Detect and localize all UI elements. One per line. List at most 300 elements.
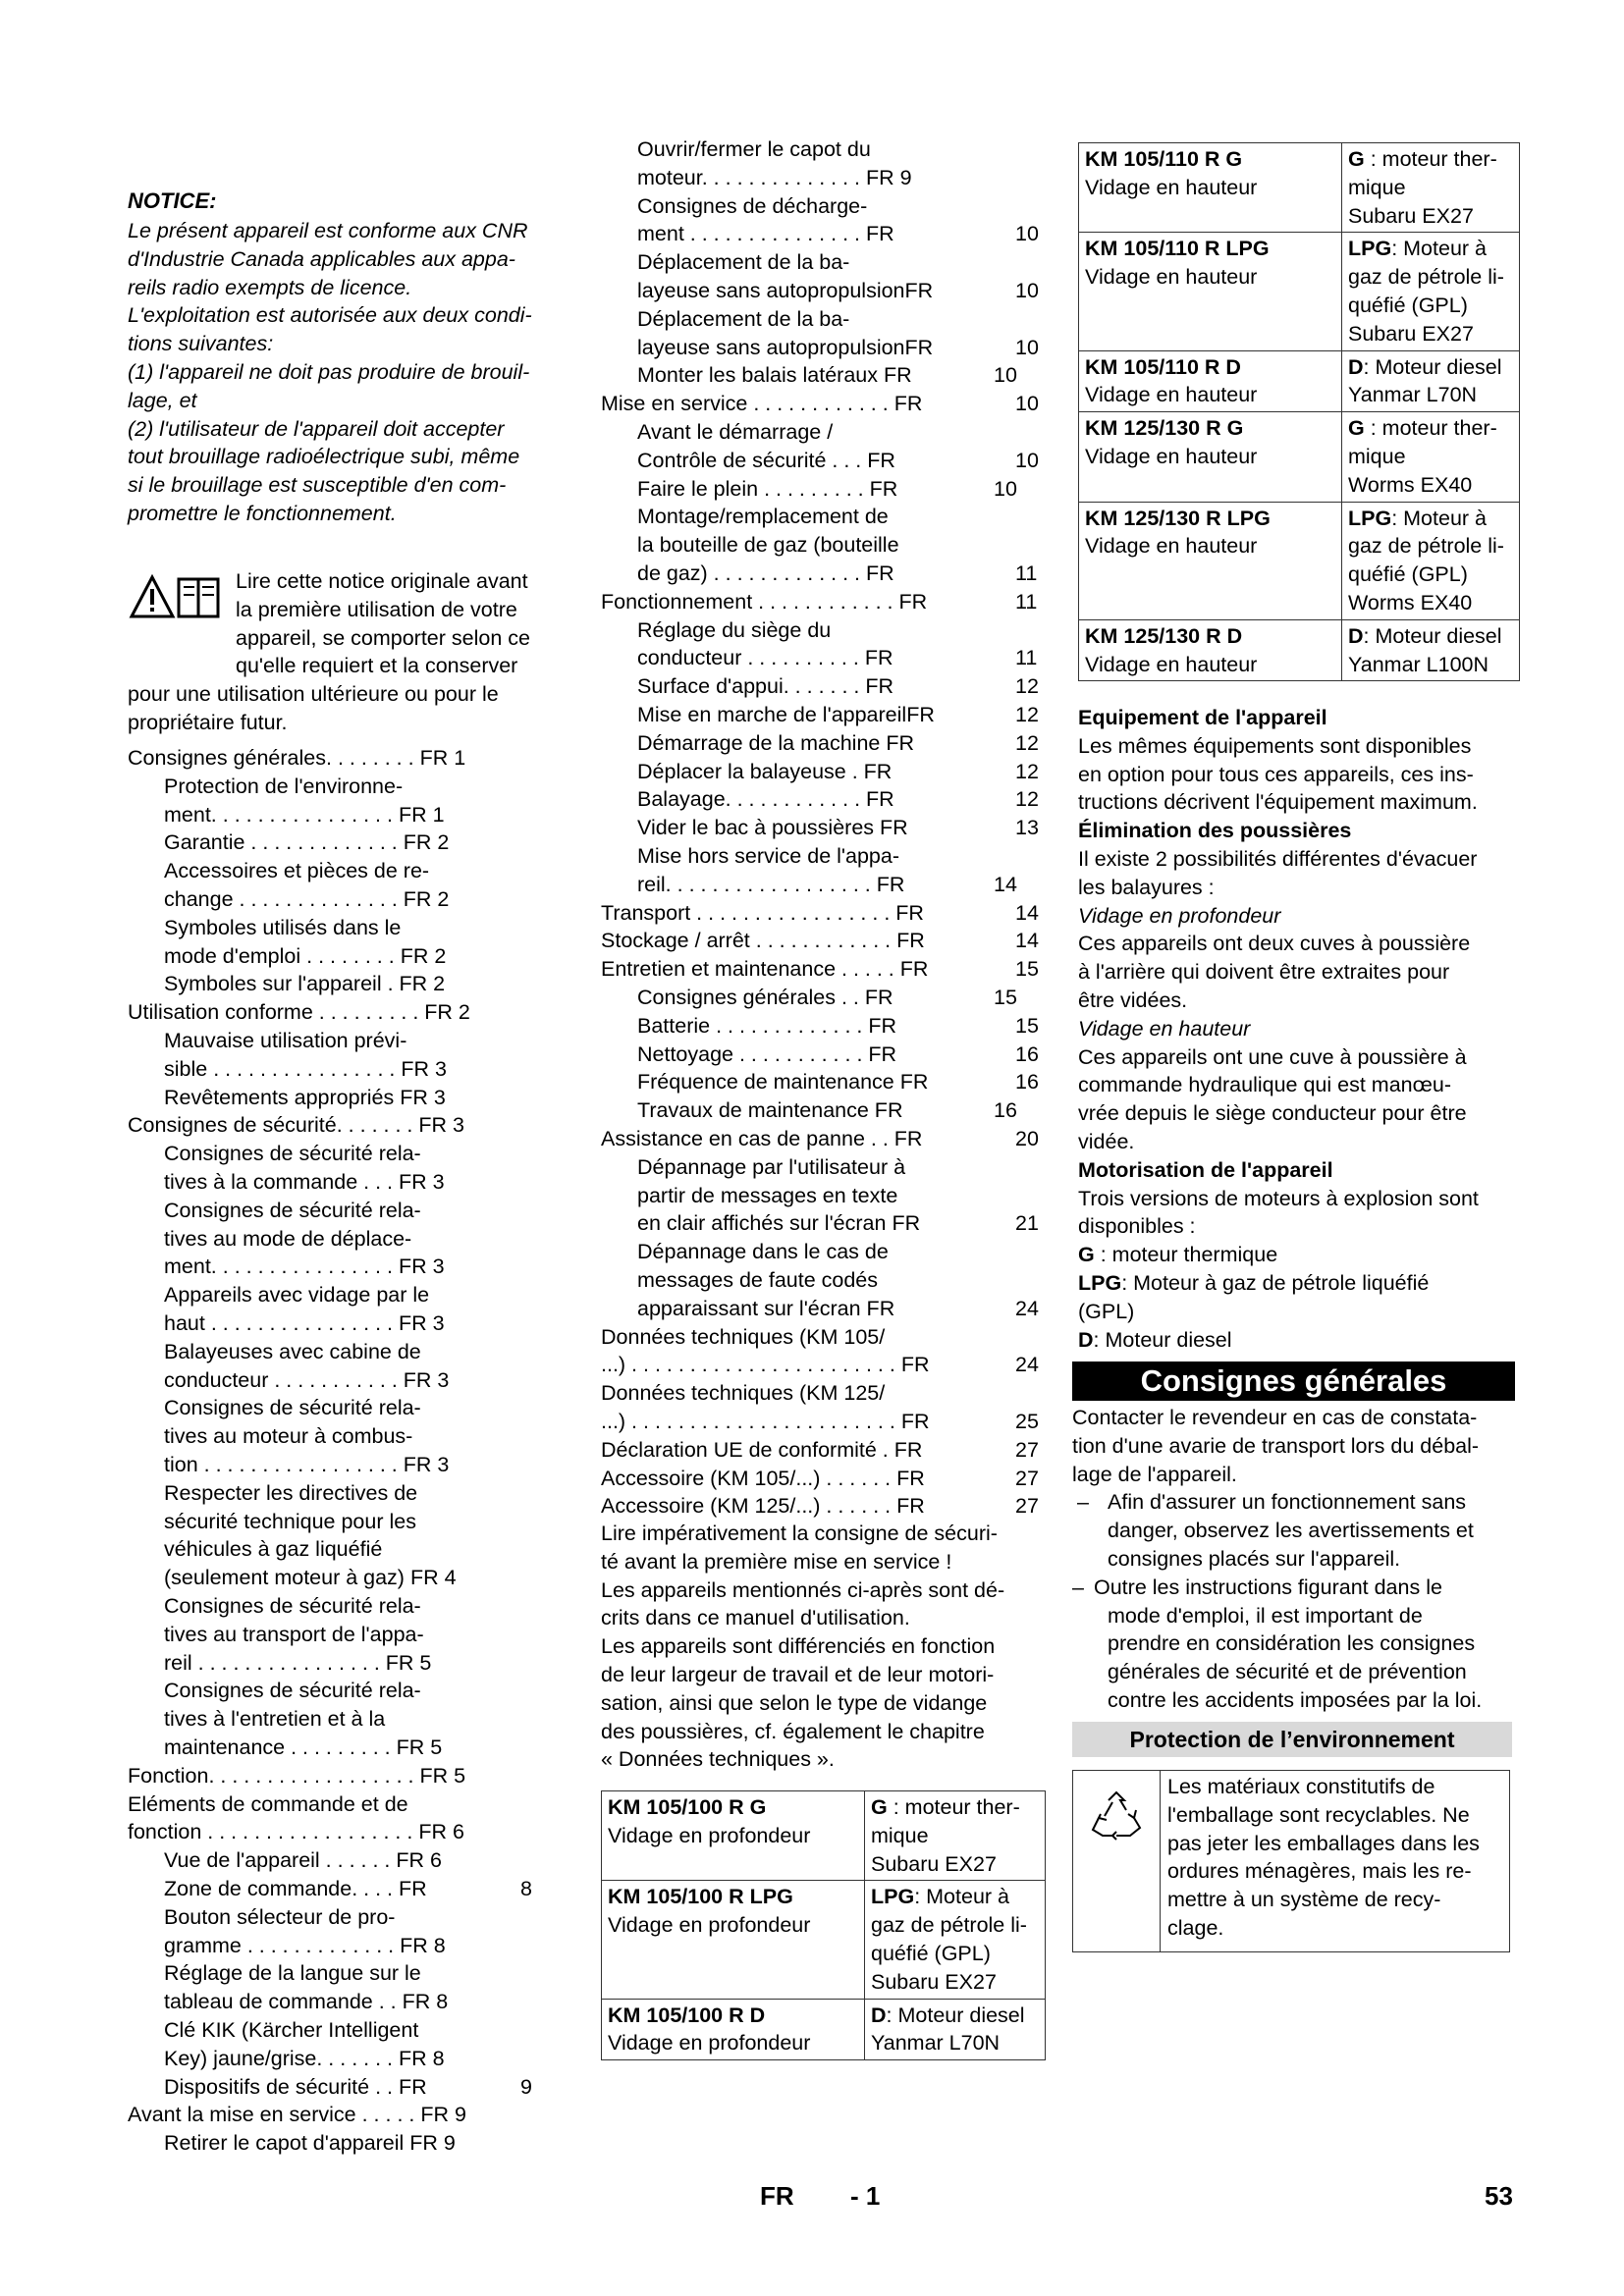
dust-line: Il existe 2 possibilités différentes d'évacuer bbox=[1078, 846, 1478, 871]
intro-line: des poussières, cf. également le chapitre bbox=[601, 1719, 985, 1743]
notice-line: L'exploitation est autorisée aux deux condi- bbox=[128, 303, 532, 328]
notice-line: (1) l'appareil ne doit pas produire de brouil- bbox=[128, 359, 530, 384]
model-emptying: Vidage en hauteur bbox=[1085, 383, 1258, 407]
toc-entry-text: sécurité technique pour les bbox=[164, 1509, 416, 1533]
intro-line: sation, ainsi que selon le type de vidange bbox=[601, 1690, 988, 1715]
engine-line: LPG: Moteur à bbox=[871, 1885, 1009, 1909]
toc-entry-text: layeuse sans autopropulsionFR bbox=[637, 279, 934, 302]
engine-line: gaz de pétrole li- bbox=[871, 1913, 1027, 1938]
toc-entry-text: Transport . . . . . . . . . . . . . . . . . FR bbox=[601, 900, 924, 925]
environment-text bbox=[1167, 1773, 1511, 1943]
toc-entry-text: ...) . . . . . . . . . . . . . . . . . . . . . . . FR bbox=[601, 1410, 930, 1433]
general-text bbox=[1072, 1404, 1534, 1715]
engine-line: G : moteur ther- bbox=[1348, 147, 1497, 171]
environment-line: mettre à un système de recy- bbox=[1167, 1888, 1441, 1912]
toc-entry-page: 15 bbox=[994, 986, 1017, 1009]
warning-line: pour une utilisation ultérieure ou pour le bbox=[128, 682, 499, 707]
model-emptying: Vidage en hauteur bbox=[1085, 175, 1258, 199]
toc-entry-text: apparaissant sur l'écran FR bbox=[637, 1296, 895, 1320]
engine-line: Worms EX40 bbox=[1348, 590, 1473, 614]
motor-lpg-line-2: (GPL) bbox=[1078, 1299, 1135, 1323]
toc-entry-text: Zone de commande. . . . FR bbox=[164, 1877, 427, 1900]
notice-line: si le brouillage est susceptible d'en com- bbox=[128, 473, 507, 498]
high-line: vidée. bbox=[1078, 1129, 1135, 1153]
toc-entry-text: Réglage du siège du bbox=[637, 617, 832, 642]
read-manual-warning bbox=[128, 567, 579, 737]
toc-entry-text: Dispositifs de sécurité . . FR bbox=[164, 2074, 427, 2099]
toc-entry-text: Key) jaune/grise. . . . . . . FR 8 bbox=[164, 2046, 445, 2070]
toc-entry-text: Consignes de sécurité rela- bbox=[164, 1198, 421, 1222]
bullet-line: prendre en considération les consignes bbox=[1108, 1631, 1476, 1656]
engine-code: LPG bbox=[1348, 506, 1392, 530]
toc-entry-text: Consignes de sécurité rela- bbox=[164, 1679, 421, 1703]
toc-entry-text: Nettoyage . . . . . . . . . . . FR bbox=[637, 1041, 897, 1066]
model-row bbox=[1079, 233, 1520, 350]
model-emptying: Vidage en hauteur bbox=[1085, 534, 1258, 559]
toc-entry-text: tives à l'entretien et à la bbox=[164, 1707, 386, 1732]
engine-cell bbox=[865, 1791, 1046, 1881]
general-line: lage de l'appareil. bbox=[1072, 1462, 1237, 1486]
toc-entry-page: 14 bbox=[994, 872, 1017, 896]
notice-line: reils radio exempts de licence. bbox=[128, 275, 412, 299]
toc-entry-text: Déclaration UE de conformité . FR bbox=[601, 1437, 923, 1462]
toc-entry-text: messages de faute codés bbox=[637, 1268, 879, 1292]
right-column-text bbox=[1078, 704, 1530, 1354]
dust-line: les balayures : bbox=[1078, 875, 1215, 899]
notice-line: tions suivantes: bbox=[128, 332, 274, 356]
toc-entry-text: Symboles utilisés dans le bbox=[164, 915, 402, 939]
motor-line: disponibles : bbox=[1078, 1214, 1196, 1239]
engine-code: D bbox=[1348, 354, 1364, 379]
toc-entry-page: 10 bbox=[1015, 222, 1039, 246]
model-row bbox=[1079, 350, 1520, 412]
toc-entry-text: Revêtements appropriés FR 3 bbox=[164, 1085, 446, 1109]
notice-line: d'Industrie Canada applicables aux appa- bbox=[128, 246, 515, 271]
motor-heading: Motorisation de l'appareil bbox=[1078, 1157, 1333, 1182]
intro-line: Les appareils sont différenciés en fonction bbox=[601, 1634, 996, 1659]
toc-entry-text: Vider le bac à poussières FR bbox=[637, 816, 908, 840]
toc-entry-page: 10 bbox=[1015, 392, 1039, 416]
toc-entry-text: Déplacement de la ba- bbox=[637, 306, 850, 331]
footer-page-number: 53 bbox=[1485, 2181, 1513, 2211]
toc-entry-page: 12 bbox=[1015, 703, 1039, 726]
toc-entry-page: 16 bbox=[1015, 1041, 1039, 1066]
toc-entry-text: de gaz) . . . . . . . . . . . . . FR bbox=[637, 561, 894, 585]
toc-entry-text: Dépannage dans le cas de bbox=[637, 1240, 889, 1264]
motor-g-line: G : moteur thermique bbox=[1078, 1243, 1278, 1267]
toc-entry-text: Consignes de sécurité rela- bbox=[164, 1142, 421, 1166]
intro-line: Lire impérativement la consigne de sécuri- bbox=[601, 1522, 998, 1545]
toc-entry-text: Mauvaise utilisation prévi- bbox=[164, 1029, 407, 1052]
environment-line: ordures ménagères, mais les re- bbox=[1167, 1859, 1472, 1884]
model-name: KM 105/100 R LPG bbox=[608, 1885, 793, 1909]
deep-line: à l'arrière qui doivent être extraites pour bbox=[1078, 960, 1450, 985]
model-row bbox=[602, 1881, 1046, 1999]
engine-line: Subaru EX27 bbox=[1348, 203, 1474, 228]
notice-line: Le présent appareil est conforme aux CNR bbox=[128, 219, 528, 242]
footer-lang: FR bbox=[760, 2181, 794, 2211]
toc-entry-page: 10 bbox=[994, 476, 1017, 501]
bullet-item bbox=[1072, 1488, 1534, 1573]
toc-entry-page: 11 bbox=[1015, 646, 1038, 670]
toc-entry-text: en clair affichés sur l'écran FR bbox=[637, 1211, 921, 1236]
toc-entry-text: tives au moteur à combus- bbox=[164, 1424, 413, 1449]
footer-page-label: - 1 bbox=[850, 2181, 881, 2211]
toc-entry-page: 20 bbox=[1015, 1127, 1039, 1150]
general-line: tion d'une avarie de transport lors du débal- bbox=[1072, 1433, 1480, 1458]
engine-line: Subaru EX27 bbox=[1348, 321, 1474, 346]
toc-entry-page: 12 bbox=[1015, 787, 1039, 812]
bullet-dash: – bbox=[1077, 1490, 1089, 1515]
toc-entry-text: Stockage / arrêt . . . . . . . . . . . . FR bbox=[601, 929, 925, 953]
toc-entry-page: 13 bbox=[1015, 816, 1039, 840]
motor-lpg-line: LPG: Moteur à gaz de pétrole liquéfié bbox=[1078, 1270, 1430, 1295]
notice-title: NOTICE: bbox=[128, 188, 217, 213]
intro-line: crits dans ce manuel d'utilisation. bbox=[601, 1606, 910, 1630]
toc-entry-text: sible . . . . . . . . . . . . . . . . FR 3 bbox=[164, 1056, 447, 1081]
toc-entry-page: 14 bbox=[1015, 900, 1039, 925]
toc-entry-text: tives au mode de déplace- bbox=[164, 1226, 412, 1251]
toc-entry-text: Balayeuses avec cabine de bbox=[164, 1339, 421, 1363]
toc-entry-text: Contrôle de sécurité . . . FR bbox=[637, 448, 895, 472]
toc-entry-page: 27 bbox=[1015, 1437, 1039, 1462]
toc-entry-text: Consignes de sécurité rela- bbox=[164, 1594, 421, 1618]
engine-line: LPG: Moteur à bbox=[1348, 237, 1487, 261]
engine-line: Yanmar L70N bbox=[1348, 383, 1478, 407]
model-emptying: Vidage en hauteur bbox=[1085, 444, 1258, 468]
recycle-icon bbox=[1087, 1789, 1146, 1847]
model-name: KM 105/110 R LPG bbox=[1085, 237, 1270, 261]
environment-box bbox=[1072, 1770, 1510, 1952]
toc-entry-text: Vue de l'appareil . . . . . . FR 6 bbox=[164, 1848, 442, 1873]
notice-line: lage, et bbox=[128, 388, 197, 412]
toc-entry-page: 11 bbox=[1015, 561, 1038, 585]
engine-cell bbox=[1342, 143, 1520, 233]
environment-line: pas jeter les emballages dans les bbox=[1167, 1831, 1480, 1855]
toc-entry-text: haut . . . . . . . . . . . . . . . . FR 3 bbox=[164, 1311, 445, 1335]
toc-entry-page: 12 bbox=[1015, 674, 1039, 699]
section-banner-general: Consignes générales bbox=[1072, 1362, 1515, 1401]
toc-entry-text: gramme . . . . . . . . . . . . . FR 8 bbox=[164, 1933, 446, 1957]
bullet-dash: – bbox=[1072, 1575, 1084, 1599]
model-emptying: Vidage en profondeur bbox=[608, 2031, 811, 2056]
equipment-line: Les mêmes équipements sont disponibles bbox=[1078, 733, 1472, 758]
toc-entry-text: Retirer le capot d'appareil FR 9 bbox=[164, 2131, 456, 2156]
intro-paragraph bbox=[601, 1520, 1053, 1774]
toc-entry-page: 8 bbox=[520, 1877, 532, 1900]
intro-line: té avant la première mise en service ! bbox=[601, 1549, 952, 1574]
model-row bbox=[1079, 143, 1520, 233]
engine-line: D: Moteur diesel bbox=[871, 2002, 1025, 2027]
toc-entry-text: Travaux de maintenance FR bbox=[637, 1098, 903, 1123]
model-cell bbox=[602, 1999, 865, 2060]
toc-entry-text: maintenance . . . . . . . . . FR 5 bbox=[164, 1735, 443, 1759]
engine-cell bbox=[865, 1881, 1046, 1999]
intro-line: de leur largeur de travail et de leur motori- bbox=[601, 1662, 995, 1686]
toc-entry-text: Données techniques (KM 125/ bbox=[601, 1381, 886, 1406]
engine-line: Subaru EX27 bbox=[871, 1969, 997, 1994]
toc-entry-text: Fonctionnement . . . . . . . . . . . . FR bbox=[601, 589, 928, 614]
toc-entry-page: 25 bbox=[1015, 1410, 1039, 1433]
toc-entry-text: véhicules à gaz liquéfié bbox=[164, 1537, 383, 1562]
model-cell bbox=[602, 1791, 865, 1881]
toc-entry-text: Eléments de commande et de bbox=[128, 1791, 408, 1816]
manual-book-icon bbox=[179, 579, 218, 616]
toc-entry-text: Garantie . . . . . . . . . . . . . FR 2 bbox=[164, 830, 450, 855]
engine-line: Yanmar L70N bbox=[871, 2031, 1001, 2056]
model-name: KM 125/130 R LPG bbox=[1085, 506, 1271, 530]
model-cell bbox=[1079, 233, 1342, 350]
toc-entry-text: Montage/remplacement de bbox=[637, 505, 889, 529]
model-row bbox=[602, 1999, 1046, 2060]
engine-cell bbox=[1342, 502, 1520, 619]
toc-entry-text: Clé KIK (Kärcher Intelligent bbox=[164, 2018, 419, 2042]
engine-line: Worms EX40 bbox=[1348, 472, 1473, 497]
toc-entry-text: reil . . . . . . . . . . . . . . . . FR 5 bbox=[164, 1650, 432, 1675]
engine-line: LPG: Moteur à bbox=[1348, 506, 1487, 530]
high-line: vrée depuis le siège conducteur pour être bbox=[1078, 1101, 1467, 1126]
engine-line: mique bbox=[1348, 175, 1406, 199]
engine-line: gaz de pétrole li- bbox=[1348, 534, 1504, 559]
toc-entry-text: ment . . . . . . . . . . . . . . . FR bbox=[637, 222, 894, 246]
section-banner-environment: Protection de l’environnement bbox=[1072, 1722, 1512, 1757]
toc-entry-page: 24 bbox=[1015, 1353, 1039, 1377]
toc-entry-text: Surface d'appui. . . . . . . FR bbox=[637, 674, 894, 699]
engine-cell bbox=[865, 1999, 1046, 2060]
engine-code: D bbox=[871, 2002, 887, 2027]
toc-entry-text: Mise en marche de l'appareilFR bbox=[637, 703, 935, 726]
toc-entry-text: Avant la mise en service . . . . . FR 9 bbox=[128, 2103, 466, 2127]
toc-entry-text: Consignes de décharge- bbox=[637, 193, 868, 218]
warning-line: Lire cette notice originale avant bbox=[236, 569, 528, 593]
model-row bbox=[602, 1791, 1046, 1881]
toc-entry-text: la bouteille de gaz (bouteille bbox=[637, 533, 899, 558]
toc-entry-text: Accessoires et pièces de re- bbox=[164, 859, 430, 883]
toc-entry-text: Utilisation conforme . . . . . . . . . FR 2 bbox=[128, 1000, 470, 1025]
environment-line: clage. bbox=[1167, 1915, 1224, 1940]
toc-entry-page: 12 bbox=[1015, 730, 1039, 755]
high-line: commande hydraulique qui est manœu- bbox=[1078, 1073, 1452, 1097]
model-cell bbox=[1079, 350, 1342, 412]
toc-entry-text: Mise hors service de l'appa- bbox=[637, 844, 899, 868]
model-name: KM 125/130 R G bbox=[1085, 416, 1244, 441]
toc-entry-text: (seulement moteur à gaz) FR 4 bbox=[164, 1566, 457, 1590]
toc-entry-page: 16 bbox=[994, 1098, 1017, 1123]
toc-entry-text: Fréquence de maintenance FR bbox=[637, 1070, 929, 1095]
high-line: Ces appareils ont une cuve à poussière à bbox=[1078, 1044, 1467, 1069]
bullet-line: générales de sécurité et de prévention bbox=[1108, 1660, 1467, 1684]
intro-line: « Données techniques ». bbox=[601, 1747, 835, 1772]
toc-entry-text: Déplacement de la ba- bbox=[637, 250, 850, 275]
environment-line: l'emballage sont recyclables. Ne bbox=[1167, 1802, 1470, 1827]
model-name: KM 105/110 R D bbox=[1085, 354, 1241, 379]
toc-entry-text: Symboles sur l'appareil . FR 2 bbox=[164, 972, 446, 996]
toc-entry-text: partir de messages en texte bbox=[637, 1183, 898, 1207]
toc-entry-text: fonction . . . . . . . . . . . . . . . . . . FR 6 bbox=[128, 1820, 464, 1844]
bullet-line: danger, observez les avertissements et bbox=[1108, 1519, 1474, 1543]
engine-code: D bbox=[1348, 623, 1364, 648]
engine-cell bbox=[1342, 412, 1520, 502]
environment-icon-cell bbox=[1073, 1771, 1161, 1951]
engine-code: LPG bbox=[1348, 237, 1392, 261]
engine-line: Subaru EX27 bbox=[871, 1851, 997, 1876]
toc-entry-text: Accessoire (KM 125/...) . . . . . . FR bbox=[601, 1494, 925, 1519]
toc-entry-text: Consignes générales. . . . . . . . FR 1 bbox=[128, 746, 466, 770]
toc-entry-text: Démarrage de la machine FR bbox=[637, 730, 915, 755]
toc-entry-page: 24 bbox=[1015, 1296, 1039, 1320]
high-emptying-label: Vidage en hauteur bbox=[1078, 1016, 1251, 1041]
toc-entry-text: Respecter les directives de bbox=[164, 1480, 418, 1505]
toc-entry-text: Balayage. . . . . . . . . . . . FR bbox=[637, 787, 894, 812]
toc-entry-text: ...) . . . . . . . . . . . . . . . . . . . . . . . FR bbox=[601, 1353, 930, 1377]
toc-entry-text: ment. . . . . . . . . . . . . . . . FR 3 bbox=[164, 1255, 445, 1279]
notice-line: (2) l'utilisateur de l'appareil doit accepter bbox=[128, 416, 505, 441]
models-table-middle bbox=[601, 1790, 1046, 2060]
toc-entry-page: 11 bbox=[1015, 589, 1038, 614]
notice-line: tout brouillage radioélectrique subi, même bbox=[128, 445, 520, 469]
toc-entry-page: 9 bbox=[520, 2074, 532, 2099]
equipment-heading: Equipement de l'appareil bbox=[1078, 706, 1327, 729]
toc-entry-text: mode d'emploi . . . . . . . . FR 2 bbox=[164, 943, 447, 968]
toc-entry-text: Données techniques (KM 105/ bbox=[601, 1324, 886, 1349]
engine-code: G bbox=[871, 1795, 888, 1819]
deep-emptying-label: Vidage en profondeur bbox=[1078, 903, 1281, 928]
engine-code: LPG bbox=[871, 1885, 915, 1909]
motor-line: Trois versions de moteurs à explosion sont bbox=[1078, 1186, 1479, 1210]
model-row bbox=[1079, 412, 1520, 502]
toc-entry-text: Protection de l'environne- bbox=[164, 774, 404, 798]
toc-entry-page: 10 bbox=[1015, 335, 1039, 359]
toc-entry-page: 27 bbox=[1015, 1494, 1039, 1519]
toc-entry-page: 10 bbox=[1015, 448, 1039, 472]
equipment-line: tructions décrivent l'équipement maximum. bbox=[1078, 790, 1478, 815]
toc-entry-page: 12 bbox=[1015, 759, 1039, 783]
model-row bbox=[1079, 502, 1520, 619]
toc-entry-text: tives au transport de l'appa- bbox=[164, 1622, 424, 1646]
toc-entry-page: 10 bbox=[994, 363, 1017, 388]
toc-entry-text: Dépannage par l'utilisateur à bbox=[637, 1154, 906, 1179]
bullet-line: consignes placés sur l'appareil. bbox=[1108, 1546, 1401, 1571]
model-name: KM 105/100 R D bbox=[608, 2002, 766, 2027]
environment-line: Les matériaux constitutifs de bbox=[1167, 1775, 1435, 1798]
warning-line: qu'elle requiert et la conserver bbox=[236, 654, 518, 678]
model-row bbox=[1079, 619, 1520, 681]
toc-entry-text: change . . . . . . . . . . . . . . FR 2 bbox=[164, 887, 450, 911]
model-cell bbox=[1079, 502, 1342, 619]
toc-entry-text: tion . . . . . . . . . . . . . . . . . FR 3 bbox=[164, 1453, 450, 1476]
engine-code: G bbox=[1348, 416, 1365, 441]
engine-cell bbox=[1342, 350, 1520, 412]
engine-line: D: Moteur diesel bbox=[1348, 354, 1502, 379]
notice-line: promettre le fonctionnement. bbox=[128, 501, 397, 525]
toc-entry-text: conducteur . . . . . . . . . . FR bbox=[637, 646, 893, 670]
toc-entry-page: 16 bbox=[1015, 1070, 1039, 1095]
toc-entry-text: layeuse sans autopropulsionFR bbox=[637, 335, 934, 359]
equipment-line: en option pour tous ces appareils, ces ins- bbox=[1078, 762, 1474, 786]
engine-line: mique bbox=[871, 1823, 929, 1847]
toc-entry-text: Consignes de sécurité. . . . . . . FR 3 bbox=[128, 1113, 464, 1138]
toc-entry-text: Consignes de sécurité rela- bbox=[164, 1396, 421, 1420]
toc-entry-text: Déplacer la balayeuse . FR bbox=[637, 759, 893, 783]
toc-entry-page: 15 bbox=[1015, 1013, 1039, 1038]
model-emptying: Vidage en profondeur bbox=[608, 1823, 811, 1847]
general-line: Contacter le revendeur en cas de constata- bbox=[1072, 1406, 1478, 1429]
toc-entry-text: moteur. . . . . . . . . . . . . . FR 9 bbox=[637, 165, 912, 189]
warning-line: appareil, se comporter selon ce bbox=[236, 625, 530, 650]
toc-entry-text: reil. . . . . . . . . . . . . . . . . . FR bbox=[637, 872, 905, 896]
toc-entry-text: Accessoire (KM 105/...) . . . . . . FR bbox=[601, 1466, 925, 1490]
engine-line: quéfié (GPL) bbox=[1348, 293, 1468, 317]
deep-line: être vidées. bbox=[1078, 988, 1188, 1012]
toc-entry-text: Réglage de la langue sur le bbox=[164, 1961, 421, 1986]
model-name: KM 105/110 R G bbox=[1085, 147, 1243, 171]
bullet-line: Afin d'assurer un fonctionnement sans bbox=[1108, 1490, 1467, 1515]
models-table-right bbox=[1078, 142, 1520, 681]
engine-code: G bbox=[1348, 147, 1365, 171]
toc-entry-page: 27 bbox=[1015, 1466, 1039, 1490]
engine-line: mique bbox=[1348, 444, 1406, 468]
bullet-line: contre les accidents imposées par la loi. bbox=[1108, 1687, 1483, 1712]
toc-entry-text: Consignes générales . . FR bbox=[637, 986, 893, 1009]
model-name: KM 105/100 R G bbox=[608, 1795, 767, 1819]
toc-entry-text: Bouton sélecteur de pro- bbox=[164, 1904, 396, 1929]
toc-entry-text: conducteur . . . . . . . . . . . FR 3 bbox=[164, 1367, 450, 1392]
notice-text bbox=[128, 217, 574, 528]
toc-entry-text: ment. . . . . . . . . . . . . . . . FR 1 bbox=[164, 802, 445, 827]
deep-line: Ces appareils ont deux cuves à poussière bbox=[1078, 932, 1471, 956]
engine-line: quéfié (GPL) bbox=[871, 1941, 991, 1965]
engine-line: D: Moteur diesel bbox=[1348, 623, 1502, 648]
toc-entry-text: Batterie . . . . . . . . . . . . . FR bbox=[637, 1013, 897, 1038]
bullet-line: mode d'emploi, il est important de bbox=[1108, 1603, 1423, 1628]
toc-entry-text: Fonction. . . . . . . . . . . . . . . . . . FR 5 bbox=[128, 1763, 466, 1788]
toc-entry-page: 15 bbox=[1015, 957, 1039, 982]
model-cell bbox=[1079, 143, 1342, 233]
engine-line: G : moteur ther- bbox=[1348, 416, 1497, 441]
toc-entry-text: tableau de commande . . FR 8 bbox=[164, 1990, 449, 2014]
intro-line: Les appareils mentionnés ci-après sont dé- bbox=[601, 1577, 1005, 1602]
model-name: KM 125/130 R D bbox=[1085, 623, 1243, 648]
warning-line: propriétaire futur. bbox=[128, 710, 288, 734]
engine-cell bbox=[1342, 619, 1520, 681]
model-emptying: Vidage en profondeur bbox=[608, 1913, 811, 1938]
engine-line: gaz de pétrole li- bbox=[1348, 265, 1504, 290]
toc-entry-text: Appareils avec vidage par le bbox=[164, 1283, 430, 1308]
model-emptying: Vidage en hauteur bbox=[1085, 652, 1258, 676]
warning-triangle-icon bbox=[128, 573, 226, 622]
toc-entry-text: Assistance en cas de panne . . FR bbox=[601, 1127, 923, 1150]
engine-line: Yanmar L100N bbox=[1348, 652, 1489, 676]
dust-heading: Élimination des poussières bbox=[1078, 819, 1352, 843]
toc-entry-page: 14 bbox=[1015, 929, 1039, 953]
model-cell bbox=[602, 1881, 865, 1999]
model-cell bbox=[1079, 412, 1342, 502]
toc-entry-text: Ouvrir/fermer le capot du bbox=[637, 137, 871, 161]
toc-entry-text: Monter les balais latéraux FR bbox=[637, 363, 912, 388]
engine-line: quéfié (GPL) bbox=[1348, 562, 1468, 587]
warning-line: la première utilisation de votre bbox=[236, 597, 517, 621]
bullet-line: Outre les instructions figurant dans le bbox=[1094, 1575, 1442, 1599]
toc-entry-text: Entretien et maintenance . . . . . FR bbox=[601, 957, 929, 982]
model-emptying: Vidage en hauteur bbox=[1085, 265, 1258, 290]
toc-entry-text: tives à la commande . . . FR 3 bbox=[164, 1170, 445, 1194]
motor-d-line: D: Moteur diesel bbox=[1078, 1327, 1232, 1352]
toc-entry-page: 10 bbox=[1015, 279, 1039, 302]
toc-entry-text: Avant le démarrage / bbox=[637, 420, 834, 444]
model-cell bbox=[1079, 619, 1342, 681]
toc-entry-text: Mise en service . . . . . . . . . . . . FR bbox=[601, 392, 923, 416]
toc-entry-text: Faire le plein . . . . . . . . . FR bbox=[637, 476, 898, 501]
